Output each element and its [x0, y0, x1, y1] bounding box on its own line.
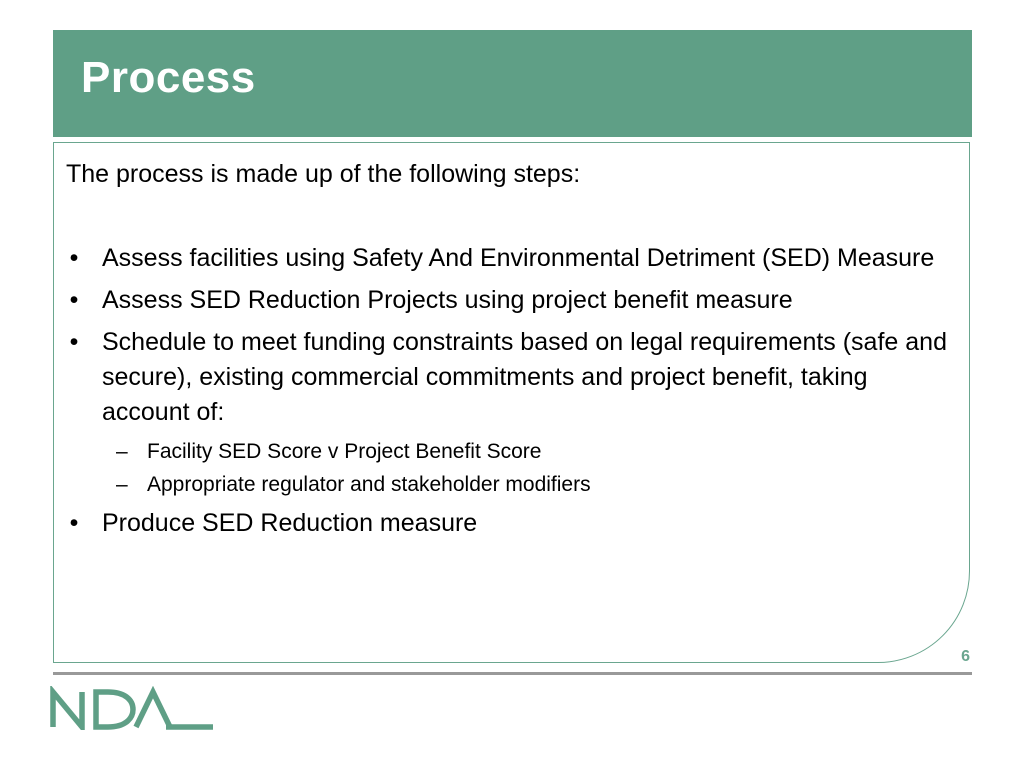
bullet-text: Assess facilities using Safety And Environmental Detriment (SED) Measure [102, 244, 935, 272]
sub-bullet-list [102, 438, 954, 499]
sub-bullet-text: Appropriate regulator and stakeholder modifiers [147, 473, 591, 496]
bullet-item [64, 283, 954, 318]
bullet-text: Produce SED Reduction measure [102, 509, 478, 537]
bullet-item [64, 241, 954, 276]
intro-text: The process is made up of the following steps: [66, 160, 581, 188]
sub-bullet-mark: – [116, 440, 128, 463]
bullet-item [64, 325, 954, 499]
slide-title: Process [81, 53, 256, 102]
sub-bullet-item [102, 471, 954, 499]
nda-logo-icon [48, 686, 216, 730]
title-bar [53, 30, 972, 137]
sub-bullet-mark: – [116, 473, 128, 496]
sub-bullet-item [102, 438, 954, 466]
page-number: 6 [961, 648, 970, 665]
footer-rule [53, 672, 972, 675]
sub-bullet-text: Facility SED Score v Project Benefit Score [147, 440, 542, 463]
bullet-mark: • [69, 244, 79, 272]
bullet-list [64, 241, 954, 548]
bullet-text: Schedule to meet funding constraints based on legal requirements (safe and secure), existing commercial commitments and project benefit, taking account of: [102, 328, 947, 426]
bullet-text: Assess SED Reduction Projects using project benefit measure [102, 286, 793, 314]
bullet-item [64, 506, 954, 541]
bullet-mark: • [69, 286, 79, 314]
bullet-mark: • [69, 328, 79, 356]
bullet-mark: • [69, 509, 79, 537]
content-box [53, 142, 970, 663]
